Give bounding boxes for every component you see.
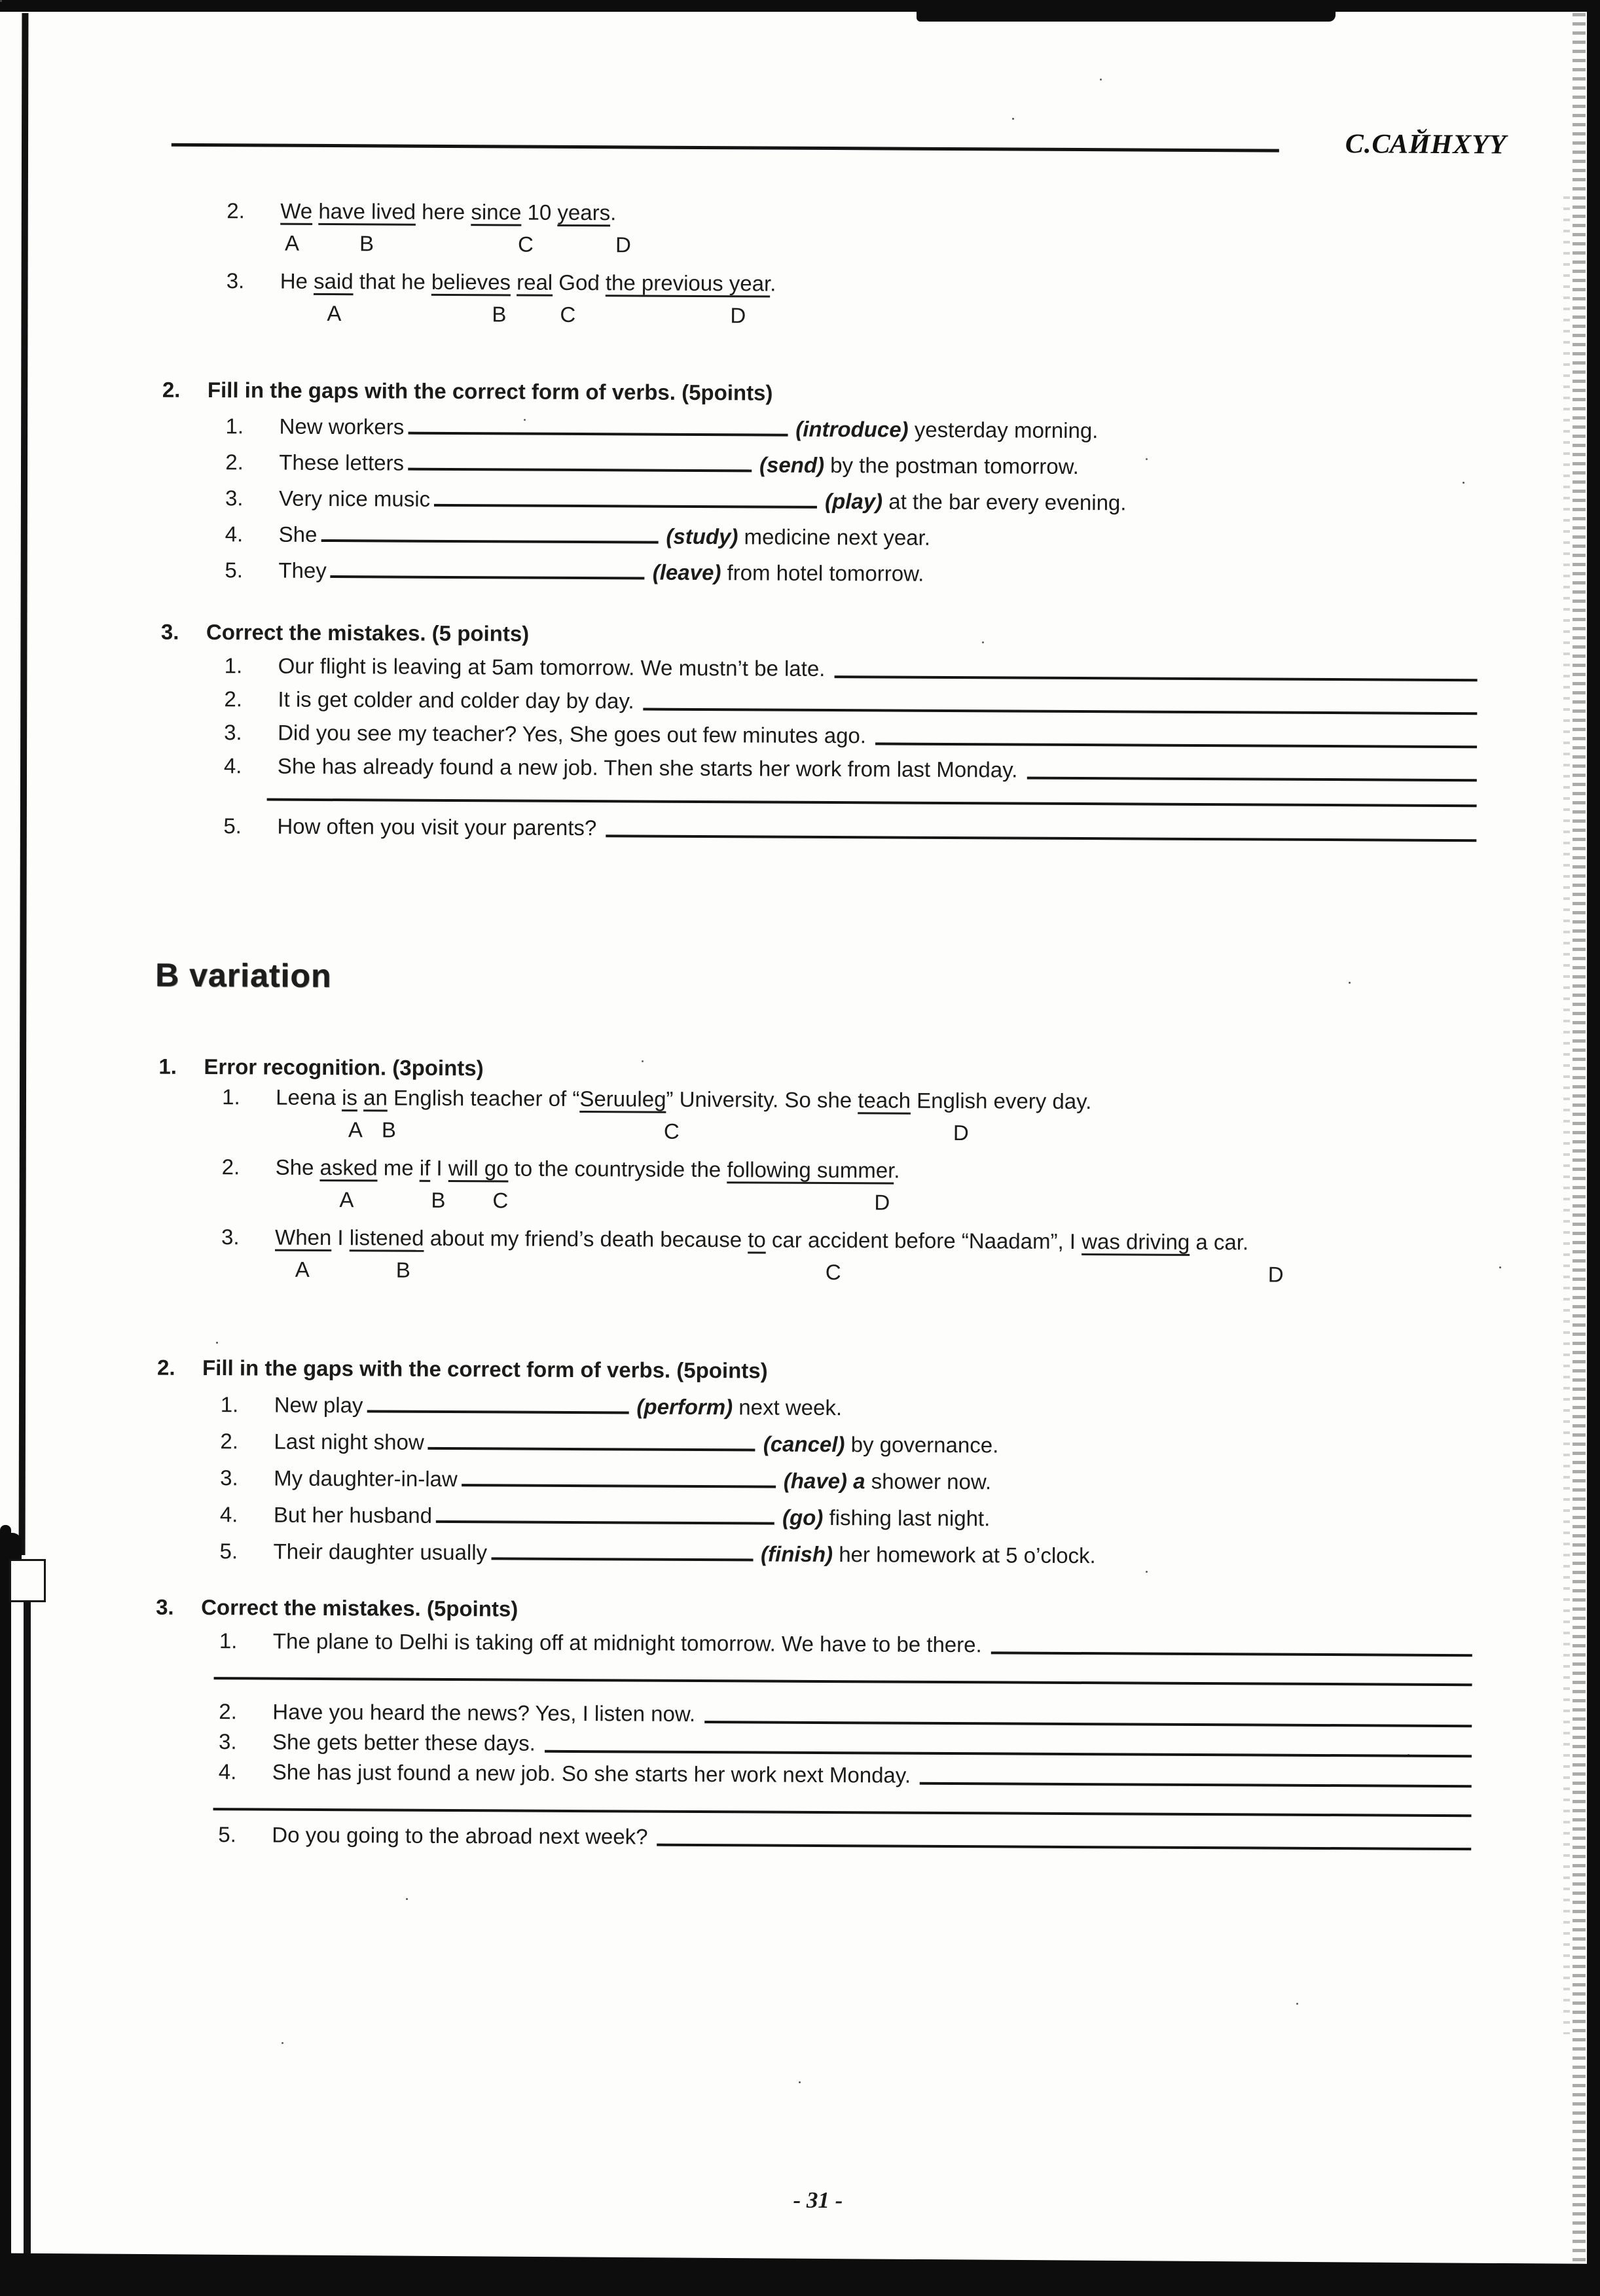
item-text: She — [278, 522, 318, 547]
item-number: 4. — [225, 522, 244, 547]
item-text: But her husband — [273, 1502, 433, 1528]
choice-labels — [0, 1115, 1594, 1157]
item-number: 2. — [219, 1699, 237, 1724]
answer-line[interactable] — [991, 1651, 1472, 1657]
item-text-after: by governance. — [850, 1432, 999, 1458]
item-text: She has just found a new job. So she starts her work next Monday. — [272, 1759, 911, 1787]
item-text: Have you heard the news? Yes, I listen now. — [272, 1699, 696, 1726]
choice-label-a: A — [339, 1187, 354, 1212]
error-item — [0, 197, 1599, 230]
answer-blank[interactable] — [367, 1390, 628, 1414]
choice-label-b: B — [395, 1257, 410, 1282]
item-text: She has already found a new job. Then she starts her work from last Monday. — [277, 753, 1018, 782]
item-text: These letters — [279, 450, 405, 475]
item-text: New play — [274, 1392, 363, 1418]
error-sentence: Leena is an English teacher of “Seruuleg” University. So she teach English every day. — [276, 1085, 1092, 1114]
item-number: 2. — [221, 1155, 240, 1179]
item-number: 5. — [225, 558, 244, 583]
correct-item — [0, 1758, 1591, 1791]
verb-hint: (send) — [759, 452, 825, 477]
item-number: 5. — [218, 1822, 236, 1847]
item-number: 3. — [220, 1465, 238, 1490]
section-b-error-recognition — [0, 1053, 1595, 1297]
item-text-after: fishing last night. — [829, 1505, 991, 1531]
answer-blank[interactable] — [462, 1464, 776, 1488]
section-heading — [0, 1053, 1595, 1086]
item-text-after: her homework at 5 o’clock. — [839, 1542, 1096, 1568]
choice-labels — [0, 1255, 1593, 1297]
fill-gap-item — [0, 1388, 1593, 1424]
item-number: 4. — [218, 1759, 237, 1784]
choice-label-c: C — [560, 302, 576, 327]
answer-line-continued[interactable] — [213, 1808, 1472, 1817]
section-number: 2. — [162, 377, 181, 402]
item-number: 2. — [220, 1429, 239, 1454]
choice-labels — [0, 299, 1599, 340]
answer-line[interactable] — [606, 834, 1476, 842]
page-number: - 31 - — [793, 2187, 843, 2214]
answer-blank[interactable] — [331, 556, 645, 580]
item-number: 5. — [219, 1539, 238, 1564]
choice-label-c: C — [517, 232, 534, 257]
item-number: 2. — [227, 198, 245, 223]
fill-gap-item — [0, 446, 1597, 482]
choice-label-c: C — [492, 1188, 509, 1213]
error-sentence: When I listened about my friend’s death because to car accident before “Naadam”, I was driving a car. — [275, 1225, 1249, 1255]
item-text: The plane to Delhi is taking off at midnight tomorrow. We have to be there. — [272, 1628, 982, 1657]
item-text-after: from hotel tomorrow. — [727, 560, 924, 586]
item-text: She gets better these days. — [272, 1729, 536, 1755]
choice-label-b: B — [381, 1117, 397, 1142]
item-number: 1. — [220, 1392, 239, 1417]
item-text-after: yesterday morning. — [914, 417, 1099, 443]
section-heading — [0, 1354, 1593, 1388]
section-heading — [0, 1594, 1591, 1627]
item-text: Did you see my teacher? Yes, She goes out few minutes ago. — [278, 720, 867, 748]
item-text: New workers — [279, 414, 405, 439]
error-item — [0, 1223, 1593, 1257]
item-number: 5. — [223, 814, 242, 838]
choice-label-b: B — [431, 1187, 446, 1212]
section-title: Correct the mistakes. (5 points) — [206, 620, 530, 646]
section-heading — [0, 376, 1598, 410]
verb-hint: (leave) — [652, 560, 721, 585]
answer-line-continued[interactable] — [214, 1677, 1472, 1686]
item-text-after: medicine next year. — [744, 524, 931, 550]
section-number: 3. — [156, 1594, 174, 1619]
answer-line[interactable] — [545, 1750, 1472, 1757]
item-text: Their daughter usually — [273, 1539, 488, 1565]
correct-item — [0, 1698, 1591, 1731]
verb-hint: (perform) — [636, 1394, 733, 1420]
fill-gap-item — [0, 554, 1597, 590]
item-text-after: shower now. — [871, 1469, 992, 1494]
fill-gap-item — [0, 1462, 1592, 1498]
header-rule — [172, 143, 1279, 152]
choice-label-d: D — [874, 1190, 890, 1215]
section-b-correct-mistakes — [0, 1594, 1591, 1854]
item-number: 2. — [224, 687, 243, 711]
item-number: 3. — [226, 268, 245, 293]
section-a-correct-mistakes — [0, 619, 1597, 846]
choice-label-c: C — [663, 1119, 680, 1143]
verb-hint: (cancel) — [763, 1431, 845, 1457]
choice-label-a: A — [295, 1257, 310, 1282]
item-text-after: by the postman tomorrow. — [830, 453, 1079, 479]
error-item — [0, 267, 1599, 300]
choice-label-b: B — [359, 231, 374, 256]
correct-item — [0, 812, 1595, 846]
answer-blank[interactable] — [408, 412, 788, 437]
choice-label-d: D — [615, 232, 631, 257]
item-number: 1. — [219, 1628, 238, 1653]
correct-item — [0, 685, 1596, 719]
item-number: 3. — [218, 1729, 237, 1754]
section-title: Error recognition. (3points) — [204, 1054, 484, 1081]
answer-line[interactable] — [834, 675, 1477, 681]
section-b-fill-gaps — [0, 1354, 1593, 1571]
correct-item — [0, 719, 1596, 752]
choice-label-a: A — [327, 301, 342, 326]
answer-line[interactable] — [875, 742, 1477, 748]
item-number: 1. — [224, 653, 243, 678]
fill-gap-item — [0, 482, 1597, 518]
author-name: С.САЙНХҮҮ — [1345, 129, 1507, 160]
choice-label-d: D — [1267, 1262, 1284, 1287]
answer-blank[interactable] — [491, 1537, 753, 1561]
fill-gap-item — [0, 1535, 1592, 1571]
choice-label-d: D — [953, 1121, 969, 1145]
verb-hint: (introduce) — [795, 416, 909, 442]
item-number: 4. — [223, 753, 242, 778]
correct-item — [0, 752, 1596, 785]
verb-hint: (play) — [824, 488, 883, 514]
answer-blank[interactable] — [321, 520, 658, 544]
section-number: 1. — [158, 1054, 177, 1079]
item-number: 2. — [225, 450, 244, 475]
correct-item — [0, 1627, 1591, 1660]
item-text: Our flight is leaving at 5am tomorrow. We mustn’t be late. — [278, 653, 826, 681]
item-text: My daughter-in-law — [274, 1465, 458, 1492]
choice-label-b: B — [492, 302, 507, 327]
item-number: 1. — [222, 1085, 240, 1109]
verb-hint: (go) — [782, 1505, 824, 1530]
item-text: Very nice music — [278, 486, 431, 511]
error-sentence: She asked me if I will go to the countryside the following summer. — [275, 1155, 900, 1183]
section-a-fill-gaps — [0, 376, 1598, 590]
answer-blank[interactable] — [436, 1501, 774, 1525]
choice-label-d: D — [730, 303, 746, 328]
answer-blank[interactable] — [434, 484, 817, 509]
page-footer — [0, 2183, 1588, 2217]
error-item — [0, 1153, 1594, 1187]
item-number: 3. — [225, 486, 244, 511]
fill-gap-item — [0, 410, 1598, 446]
answer-line[interactable] — [704, 1721, 1472, 1727]
item-text: Last night show — [274, 1429, 424, 1454]
fill-gap-item — [0, 1425, 1593, 1461]
answer-line[interactable] — [644, 708, 1478, 715]
section-number: 3. — [160, 619, 179, 644]
b-variation-heading: B variation — [155, 956, 332, 995]
choice-labels — [0, 1185, 1593, 1227]
item-number: 4. — [219, 1502, 238, 1527]
choice-label-c: C — [825, 1260, 841, 1285]
section-a-error-recognition — [0, 192, 1599, 340]
section-title: Fill in the gaps with the correct form of verbs. (5points) — [207, 378, 773, 405]
choice-label-a: A — [348, 1117, 363, 1142]
section-title: Fill in the gaps with the correct form of verbs. (5points) — [202, 1355, 768, 1383]
answer-line[interactable] — [920, 1782, 1472, 1787]
fill-gap-item — [0, 518, 1597, 554]
item-text: Do you going to the abroad next week? — [272, 1822, 648, 1849]
correct-item — [0, 652, 1597, 685]
item-text: How often you visit your parents? — [277, 814, 597, 840]
answer-line[interactable] — [657, 1844, 1471, 1851]
error-item — [0, 1083, 1594, 1117]
item-text: It is get colder and colder day by day. — [278, 687, 634, 713]
verb-hint: (study) — [666, 524, 738, 549]
item-text-after: at the bar every evening. — [888, 489, 1127, 515]
answer-line-continued[interactable] — [267, 798, 1477, 808]
item-number: 3. — [221, 1225, 240, 1249]
answer-blank[interactable] — [428, 1427, 755, 1452]
error-sentence: We have lived here since 10 years. — [280, 198, 617, 225]
error-sentence: He said that he believes real God the previous year. — [280, 268, 776, 296]
section-heading — [0, 619, 1597, 652]
item-text-after: next week. — [738, 1395, 843, 1420]
choice-labels — [0, 229, 1599, 270]
correct-item — [0, 1821, 1590, 1854]
answer-blank[interactable] — [408, 448, 752, 473]
section-title: Correct the mistakes. (5points) — [201, 1595, 518, 1621]
verb-hint: (have) a — [783, 1468, 865, 1494]
verb-hint: (finish) — [761, 1541, 833, 1567]
correct-item — [0, 1728, 1591, 1761]
answer-line[interactable] — [1027, 777, 1476, 782]
item-number: 3. — [224, 720, 242, 745]
choice-label-a: A — [284, 230, 300, 255]
item-number: 1. — [225, 414, 244, 439]
item-text: They — [278, 558, 327, 583]
section-number: 2. — [156, 1355, 175, 1380]
fill-gap-item — [0, 1498, 1592, 1534]
